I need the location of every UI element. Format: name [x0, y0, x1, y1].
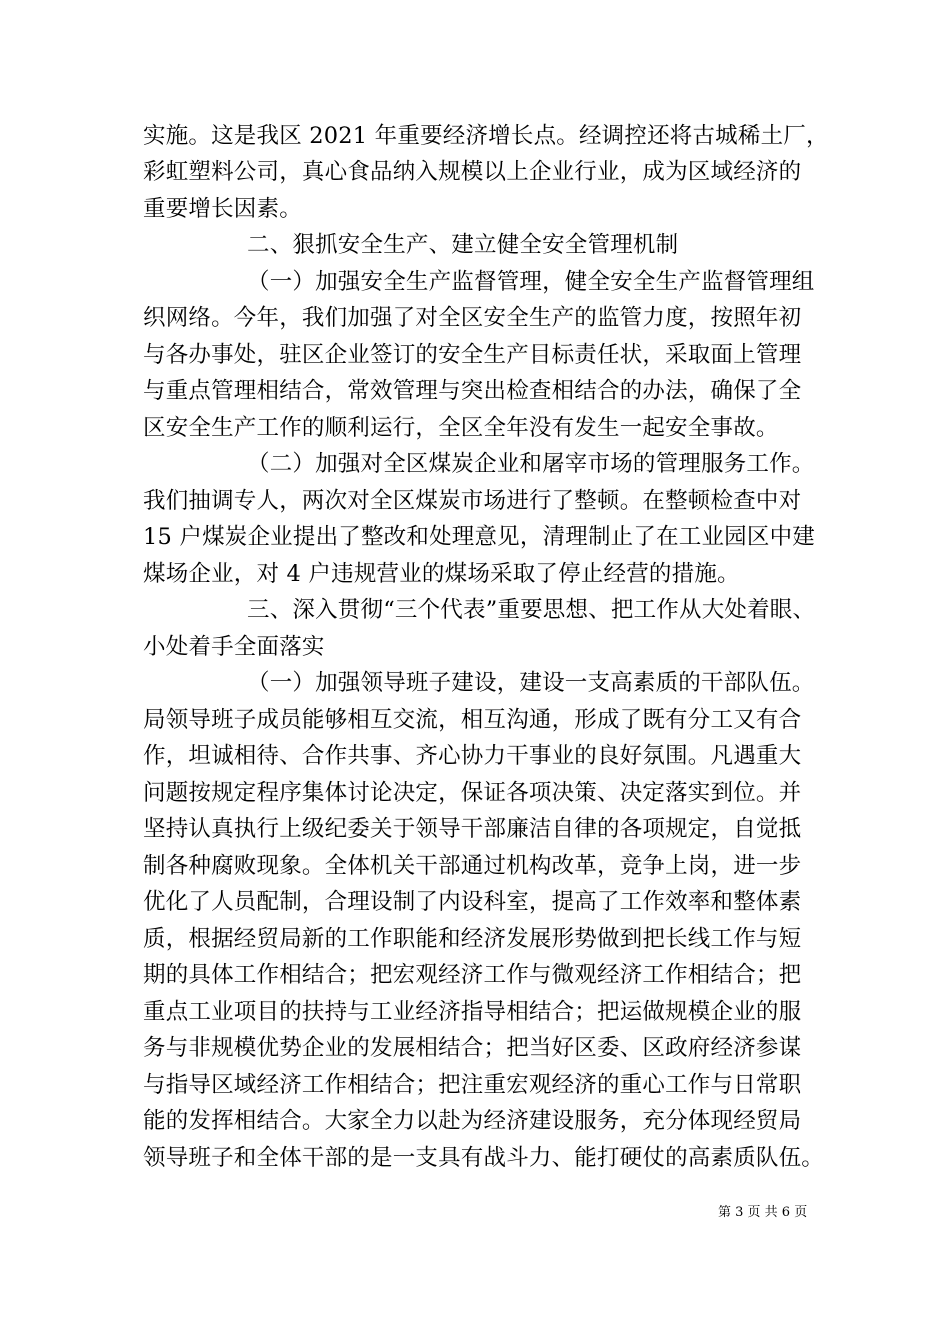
text-line: 织网络。今年，我们加强了对全区安全生产的监管力度，按照年初	[143, 305, 802, 331]
text-line: 重点工业项目的扶持与工业经济指导相结合；把运做规模企业的服	[143, 999, 802, 1025]
text-line: 区安全生产工作的顺利运行，全区全年没有发生一起安全事故。	[143, 415, 779, 441]
text-line: 领导班子和全体干部的是一支具有战斗力、能打硬仗的高素质队伍。	[143, 1145, 825, 1171]
text-line: 务与非规模优势企业的发展相结合；把当好区委、区政府经济参谋	[143, 1035, 802, 1061]
text-line: 煤场企业，对 4 户违规营业的煤场采取了停止经营的措施。	[143, 561, 740, 587]
text-line: 我们抽调专人，两次对全区煤炭市场进行了整顿。在整顿检查中对	[143, 488, 802, 514]
section-heading: 二、狠抓安全生产、建立健全安全管理机制	[247, 232, 679, 258]
text-line: 实施。这是我区 2021 年重要经济增长点。经调控还将古城稀土厂，	[143, 123, 829, 149]
subsection-heading: （二）加强对全区煤炭企业和屠宰市场的管理服务工作。	[247, 451, 815, 477]
subsection-heading: （一）加强安全生产监督管理，健全安全生产监督管理组	[247, 269, 815, 295]
text-line: 制各种腐败现象。全体机关干部通过机构改革，竞争上岗，进一步	[143, 853, 802, 879]
subsection-heading: （一）加强领导班子建设，建设一支高素质的干部队伍。	[247, 670, 815, 696]
text-line: 优化了人员配制，合理设制了内设科室，提高了工作效率和整体素	[143, 889, 802, 915]
text-line: 能的发挥相结合。大家全力以赴为经济建设服务，充分体现经贸局	[143, 1108, 802, 1134]
text-line: 问题按规定程序集体讨论决定，保证各项决策、决定落实到位。并	[143, 780, 802, 806]
text-line: 与重点管理相结合，常效管理与突出检查相结合的办法，确保了全	[143, 378, 802, 404]
text-line: 局领导班子成员能够相互交流，相互沟通，形成了既有分工又有合	[143, 707, 802, 733]
text-line: 15 户煤炭企业提出了整改和处理意见，清理制止了在工业园区中建	[143, 524, 815, 550]
text-line: 期的具体工作相结合；把宏观经济工作与微观经济工作相结合；把	[143, 962, 802, 988]
text-line: 质，根据经贸局新的工作职能和经济发展形势做到把长线工作与短	[143, 926, 802, 952]
section-heading: 三、深入贯彻“三个代表”重要思想、把工作从大处着眼、	[247, 597, 816, 623]
text-line: 坚持认真执行上级纪委关于领导干部廉洁自律的各项规定，自觉抵	[143, 816, 802, 842]
page-number: 第 3 页 共 6 页	[718, 1205, 808, 1220]
text-line: 彩虹塑料公司，真心食品纳入规模以上企业行业，成为区域经济的	[143, 159, 802, 185]
section-heading-continuation: 小处着手全面落实	[143, 634, 325, 660]
text-line: 与指导区域经济工作相结合；把注重宏观经济的重心工作与日常职	[143, 1072, 802, 1098]
text-line: 作，坦诚相待、合作共事、齐心协力干事业的良好氛围。凡遇重大	[143, 743, 802, 769]
text-line: 重要增长因素。	[143, 196, 302, 222]
text-line: 与各办事处，驻区企业签订的安全生产目标责任状，采取面上管理	[143, 342, 802, 368]
